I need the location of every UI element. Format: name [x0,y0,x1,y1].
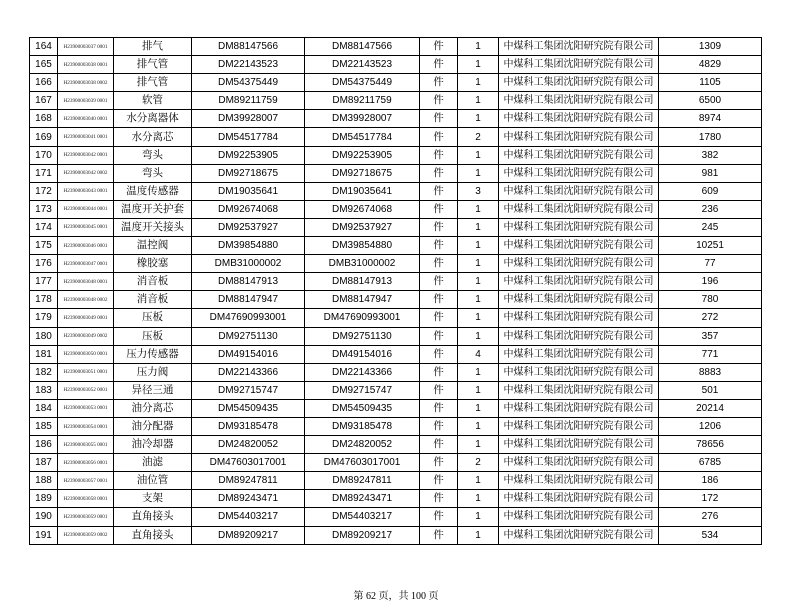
price-cell: 609 [659,182,762,200]
table-row [30,200,762,218]
price-cell: 1105 [659,74,762,92]
table-row [30,363,762,381]
unit-cell: 件 [420,472,458,490]
part-name-cell: 排气管 [114,56,192,74]
price-cell: 236 [659,200,762,218]
unit-cell: 件 [420,508,458,526]
unit-cell: 件 [420,363,458,381]
manufacturer-cell: 中煤科工集团沈阳研究院有限公司 [499,417,659,435]
manufacturer-cell: 中煤科工集团沈阳研究院有限公司 [499,291,659,309]
row-number-cell: 175 [30,237,58,255]
row-number-cell: 184 [30,399,58,417]
price-cell: 186 [659,472,762,490]
part-name-cell: 油分配器 [114,417,192,435]
manufacturer-cell: 中煤科工集团沈阳研究院有限公司 [499,472,659,490]
manufacturer-cell: 中煤科工集团沈阳研究院有限公司 [499,327,659,345]
table-row [30,218,762,236]
unit-cell: 件 [420,182,458,200]
quantity-cell: 1 [458,146,499,164]
row-number-cell: 165 [30,56,58,74]
quantity-cell: 1 [458,74,499,92]
row-number-cell: 171 [30,164,58,182]
price-cell: 276 [659,508,762,526]
model-number-cell: DM92715747 [192,381,305,399]
part-name-cell: 支架 [114,490,192,508]
material-code-cell: H23900003053 0001 [58,399,114,417]
model-number-cell: DM92751130 [192,327,305,345]
manufacturer-cell: 中煤科工集团沈阳研究院有限公司 [499,237,659,255]
model-number-cell: DM54509435 [192,399,305,417]
price-cell: 1206 [659,417,762,435]
unit-cell: 件 [420,345,458,363]
unit-cell: 件 [420,381,458,399]
material-code-cell: H23900003038 0002 [58,74,114,92]
manufacturer-cell: 中煤科工集团沈阳研究院有限公司 [499,128,659,146]
price-cell: 357 [659,327,762,345]
row-number-cell: 177 [30,273,58,291]
part-name-cell: 油冷却器 [114,436,192,454]
material-code-cell: H23900003042 0002 [58,164,114,182]
table-row [30,164,762,182]
row-number-cell: 186 [30,436,58,454]
material-code-cell: H23900003059 0002 [58,526,114,544]
unit-cell: 件 [420,92,458,110]
material-code-cell: H23900003045 0001 [58,218,114,236]
quantity-cell: 1 [458,92,499,110]
quantity-cell: 1 [458,237,499,255]
part-name-cell: 压板 [114,327,192,345]
price-cell: 382 [659,146,762,164]
material-code-cell: H23900003049 0001 [58,309,114,327]
part-name-cell: 压板 [114,309,192,327]
part-name-cell: 温度传感器 [114,182,192,200]
table-row [30,146,762,164]
unit-cell: 件 [420,255,458,273]
quantity-cell: 1 [458,110,499,128]
quantity-cell: 1 [458,472,499,490]
row-number-cell: 181 [30,345,58,363]
material-code-cell: H23900003047 0001 [58,255,114,273]
row-number-cell: 176 [30,255,58,273]
part-name-cell: 温度开关护套 [114,200,192,218]
table-row [30,92,762,110]
part-name-cell: 温控阀 [114,237,192,255]
price-cell: 981 [659,164,762,182]
table-row [30,56,762,74]
unit-cell: 件 [420,327,458,345]
table-row [30,417,762,435]
table-row [30,38,762,56]
model-number-cell: DM92674068 [192,200,305,218]
part-name-cell: 油位管 [114,472,192,490]
table-row [30,508,762,526]
price-cell: 245 [659,218,762,236]
part-name-cell: 油分离芯 [114,399,192,417]
price-cell: 501 [659,381,762,399]
material-code-cell: H23900003037 0001 [58,38,114,56]
part-name-cell: 橡胶塞 [114,255,192,273]
price-cell: 20214 [659,399,762,417]
row-number-cell: 182 [30,363,58,381]
drawing-number-cell: DM24820052 [305,436,420,454]
drawing-number-cell: DMB31000002 [305,255,420,273]
model-number-cell: DM89243471 [192,490,305,508]
part-name-cell: 直角接头 [114,508,192,526]
drawing-number-cell: DM92537927 [305,218,420,236]
model-number-cell: DM92537927 [192,218,305,236]
manufacturer-cell: 中煤科工集团沈阳研究院有限公司 [499,164,659,182]
model-number-cell: DM47603017001 [192,454,305,472]
model-number-cell: DM88147566 [192,38,305,56]
material-code-cell: H23900003050 0001 [58,345,114,363]
material-code-cell: H23900003059 0001 [58,508,114,526]
table-row [30,399,762,417]
row-number-cell: 166 [30,74,58,92]
row-number-cell: 174 [30,218,58,236]
model-number-cell: DM39928007 [192,110,305,128]
part-name-cell: 弯头 [114,146,192,164]
material-code-cell: H23900003051 0001 [58,363,114,381]
price-cell: 77 [659,255,762,273]
part-name-cell: 消音板 [114,291,192,309]
drawing-number-cell: DM47603017001 [305,454,420,472]
part-name-cell: 消音板 [114,273,192,291]
quantity-cell: 1 [458,490,499,508]
quantity-cell: 1 [458,508,499,526]
manufacturer-cell: 中煤科工集团沈阳研究院有限公司 [499,363,659,381]
row-number-cell: 167 [30,92,58,110]
table-row [30,237,762,255]
row-number-cell: 187 [30,454,58,472]
model-number-cell: DM88147913 [192,273,305,291]
model-number-cell: DM24820052 [192,436,305,454]
quantity-cell: 2 [458,454,499,472]
drawing-number-cell: DM54403217 [305,508,420,526]
table-row [30,273,762,291]
drawing-number-cell: DM22143366 [305,363,420,381]
row-number-cell: 172 [30,182,58,200]
material-code-cell: H23900003042 0001 [58,146,114,164]
unit-cell: 件 [420,436,458,454]
part-name-cell: 软管 [114,92,192,110]
table-row [30,436,762,454]
drawing-number-cell: DM89243471 [305,490,420,508]
row-number-cell: 169 [30,128,58,146]
row-number-cell: 185 [30,417,58,435]
table-row [30,110,762,128]
unit-cell: 件 [420,417,458,435]
table-row [30,128,762,146]
part-name-cell: 压力阀 [114,363,192,381]
unit-cell: 件 [420,200,458,218]
quantity-cell: 4 [458,345,499,363]
manufacturer-cell: 中煤科工集团沈阳研究院有限公司 [499,218,659,236]
quantity-cell: 1 [458,164,499,182]
manufacturer-cell: 中煤科工集团沈阳研究院有限公司 [499,345,659,363]
quantity-cell: 1 [458,417,499,435]
drawing-number-cell: DM93185478 [305,417,420,435]
drawing-number-cell: DM88147566 [305,38,420,56]
row-number-cell: 173 [30,200,58,218]
price-cell: 272 [659,309,762,327]
unit-cell: 件 [420,56,458,74]
quantity-cell: 1 [458,38,499,56]
model-number-cell: DM93185478 [192,417,305,435]
row-number-cell: 183 [30,381,58,399]
material-code-cell: H23900003048 0001 [58,273,114,291]
price-cell: 10251 [659,237,762,255]
table-row [30,490,762,508]
table-row [30,255,762,273]
drawing-number-cell: DM89247811 [305,472,420,490]
manufacturer-cell: 中煤科工集团沈阳研究院有限公司 [499,454,659,472]
drawing-number-cell: DM39854880 [305,237,420,255]
quantity-cell: 2 [458,128,499,146]
price-cell: 8974 [659,110,762,128]
table-row [30,309,762,327]
quantity-cell: 1 [458,200,499,218]
quantity-cell: 1 [458,363,499,381]
unit-cell: 件 [420,237,458,255]
drawing-number-cell: DM39928007 [305,110,420,128]
manufacturer-cell: 中煤科工集团沈阳研究院有限公司 [499,309,659,327]
table-row [30,327,762,345]
part-name-cell: 弯头 [114,164,192,182]
material-code-cell: H23900003058 0001 [58,490,114,508]
part-name-cell: 异径三通 [114,381,192,399]
material-code-cell: H23900003054 0001 [58,417,114,435]
table-row [30,381,762,399]
material-code-cell: H23900003049 0002 [58,327,114,345]
model-number-cell: DM92253905 [192,146,305,164]
quantity-cell: 1 [458,255,499,273]
quantity-cell: 3 [458,182,499,200]
model-number-cell: DM22143523 [192,56,305,74]
drawing-number-cell: DM92674068 [305,200,420,218]
material-code-cell: H23900003046 0001 [58,237,114,255]
material-code-cell: H23900003038 0001 [58,56,114,74]
price-cell: 771 [659,345,762,363]
drawing-number-cell: DM88147913 [305,273,420,291]
drawing-number-cell: DM49154016 [305,345,420,363]
table-row [30,526,762,544]
row-number-cell: 189 [30,490,58,508]
table-row [30,454,762,472]
row-number-cell: 188 [30,472,58,490]
quantity-cell: 1 [458,381,499,399]
unit-cell: 件 [420,526,458,544]
part-name-cell: 直角接头 [114,526,192,544]
manufacturer-cell: 中煤科工集团沈阳研究院有限公司 [499,56,659,74]
table-row [30,74,762,92]
page-number-footer: 第 62 页，共 100 页 [353,591,439,602]
material-code-cell: H23900003040 0001 [58,110,114,128]
drawing-number-cell: DM89211759 [305,92,420,110]
part-name-cell: 油滤 [114,454,192,472]
manufacturer-cell: 中煤科工集团沈阳研究院有限公司 [499,508,659,526]
model-number-cell: DM47690993001 [192,309,305,327]
manufacturer-cell: 中煤科工集团沈阳研究院有限公司 [499,436,659,454]
model-number-cell: DM54375449 [192,74,305,92]
drawing-number-cell: DM92751130 [305,327,420,345]
row-number-cell: 179 [30,309,58,327]
model-number-cell: DM49154016 [192,345,305,363]
manufacturer-cell: 中煤科工集团沈阳研究院有限公司 [499,273,659,291]
price-cell: 8883 [659,363,762,381]
row-number-cell: 180 [30,327,58,345]
drawing-number-cell: DM19035641 [305,182,420,200]
drawing-number-cell: DM92253905 [305,146,420,164]
drawing-number-cell: DM47690993001 [305,309,420,327]
model-number-cell: DM92718675 [192,164,305,182]
drawing-number-cell: DM89209217 [305,526,420,544]
unit-cell: 件 [420,164,458,182]
manufacturer-cell: 中煤科工集团沈阳研究院有限公司 [499,490,659,508]
model-number-cell: DM88147947 [192,291,305,309]
drawing-number-cell: DM92715747 [305,381,420,399]
quantity-cell: 1 [458,218,499,236]
unit-cell: 件 [420,218,458,236]
quantity-cell: 1 [458,526,499,544]
unit-cell: 件 [420,291,458,309]
row-number-cell: 178 [30,291,58,309]
row-number-cell: 164 [30,38,58,56]
unit-cell: 件 [420,273,458,291]
part-name-cell: 水分离器体 [114,110,192,128]
manufacturer-cell: 中煤科工集团沈阳研究院有限公司 [499,38,659,56]
part-name-cell: 温度开关接头 [114,218,192,236]
unit-cell: 件 [420,110,458,128]
quantity-cell: 1 [458,291,499,309]
material-code-cell: H23900003041 0001 [58,128,114,146]
drawing-number-cell: DM92718675 [305,164,420,182]
unit-cell: 件 [420,128,458,146]
model-number-cell: DM54517784 [192,128,305,146]
quantity-cell: 1 [458,56,499,74]
price-cell: 780 [659,291,762,309]
unit-cell: 件 [420,309,458,327]
manufacturer-cell: 中煤科工集团沈阳研究院有限公司 [499,110,659,128]
unit-cell: 件 [420,454,458,472]
drawing-number-cell: DM54517784 [305,128,420,146]
table-row [30,291,762,309]
model-number-cell: DMB31000002 [192,255,305,273]
price-cell: 1780 [659,128,762,146]
part-name-cell: 排气 [114,38,192,56]
manufacturer-cell: 中煤科工集团沈阳研究院有限公司 [499,200,659,218]
manufacturer-cell: 中煤科工集团沈阳研究院有限公司 [499,146,659,164]
model-number-cell: DM19035641 [192,182,305,200]
material-code-cell: H23900003043 0001 [58,182,114,200]
manufacturer-cell: 中煤科工集团沈阳研究院有限公司 [499,526,659,544]
material-code-cell: H23900003048 0002 [58,291,114,309]
unit-cell: 件 [420,490,458,508]
model-number-cell: DM89209217 [192,526,305,544]
model-number-cell: DM54403217 [192,508,305,526]
price-cell: 78656 [659,436,762,454]
table-row [30,182,762,200]
price-cell: 534 [659,526,762,544]
table-row [30,472,762,490]
manufacturer-cell: 中煤科工集团沈阳研究院有限公司 [499,399,659,417]
unit-cell: 件 [420,74,458,92]
quantity-cell: 1 [458,327,499,345]
model-number-cell: DM22143366 [192,363,305,381]
quantity-cell: 1 [458,436,499,454]
drawing-number-cell: DM54375449 [305,74,420,92]
part-name-cell: 水分离芯 [114,128,192,146]
model-number-cell: DM39854880 [192,237,305,255]
drawing-number-cell: DM88147947 [305,291,420,309]
row-number-cell: 170 [30,146,58,164]
quantity-cell: 1 [458,273,499,291]
unit-cell: 件 [420,399,458,417]
price-cell: 196 [659,273,762,291]
row-number-cell: 191 [30,526,58,544]
price-cell: 6785 [659,454,762,472]
unit-cell: 件 [420,38,458,56]
price-cell: 172 [659,490,762,508]
row-number-cell: 190 [30,508,58,526]
table-row [30,345,762,363]
drawing-number-cell: DM22143523 [305,56,420,74]
material-code-cell: H23900003057 0001 [58,472,114,490]
unit-cell: 件 [420,146,458,164]
manufacturer-cell: 中煤科工集团沈阳研究院有限公司 [499,381,659,399]
drawing-number-cell: DM54509435 [305,399,420,417]
material-code-cell: H23900003044 0001 [58,200,114,218]
manufacturer-cell: 中煤科工集团沈阳研究院有限公司 [499,255,659,273]
part-name-cell: 压力传感器 [114,345,192,363]
model-number-cell: DM89247811 [192,472,305,490]
material-code-cell: H23900003052 0001 [58,381,114,399]
quantity-cell: 1 [458,309,499,327]
price-cell: 1309 [659,38,762,56]
price-cell: 4829 [659,56,762,74]
parts-table-body [30,38,762,545]
part-name-cell: 排气管 [114,74,192,92]
model-number-cell: DM89211759 [192,92,305,110]
quantity-cell: 1 [458,399,499,417]
parts-table [29,37,762,545]
row-number-cell: 168 [30,110,58,128]
manufacturer-cell: 中煤科工集团沈阳研究院有限公司 [499,74,659,92]
manufacturer-cell: 中煤科工集团沈阳研究院有限公司 [499,92,659,110]
material-code-cell: H23900003055 0001 [58,436,114,454]
material-code-cell: H23900003056 0001 [58,454,114,472]
price-cell: 6500 [659,92,762,110]
material-code-cell: H23900003039 0001 [58,92,114,110]
manufacturer-cell: 中煤科工集团沈阳研究院有限公司 [499,182,659,200]
